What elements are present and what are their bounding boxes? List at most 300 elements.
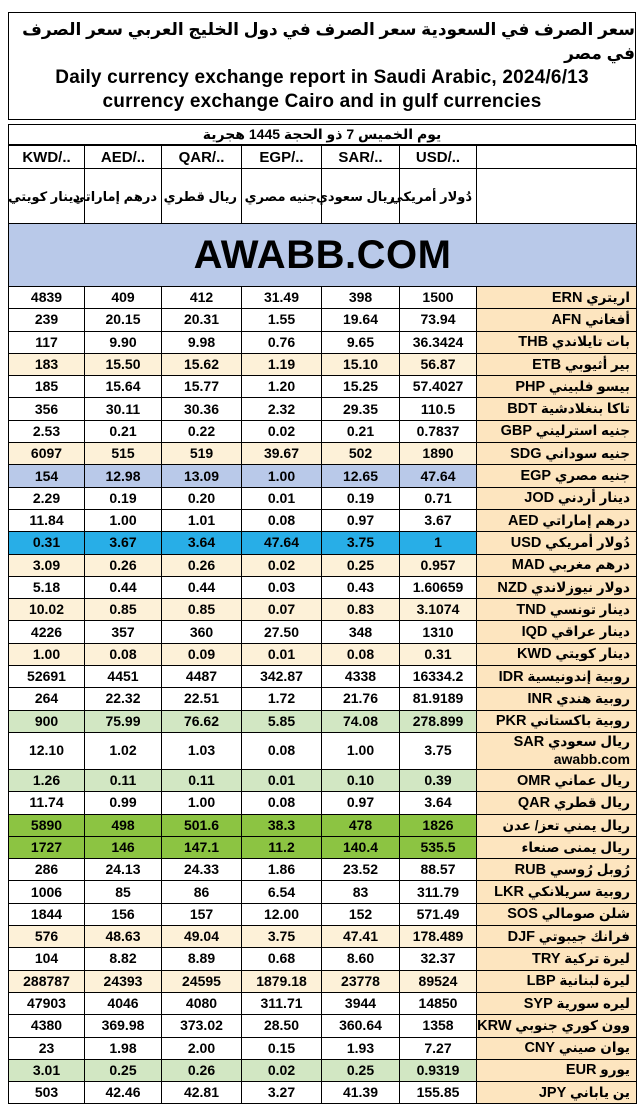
currency-name: [477, 554, 637, 576]
col-name-egp: جنيه مصري: [242, 169, 322, 224]
currency-name-ar: شلن صومالي: [541, 906, 630, 922]
currency-name-ar: رُوبل رُوسي: [549, 861, 630, 877]
col-code-egp: EGP/..: [242, 146, 322, 169]
rate-egp: 1.19: [242, 353, 322, 375]
col-name-usd: دُولار أمريكي: [400, 169, 477, 224]
rate-qar: 0.22: [162, 420, 242, 442]
rate-aed: 4451: [85, 666, 162, 688]
rate-egp: 1879.18: [242, 970, 322, 992]
rate-egp: 0.02: [242, 1059, 322, 1081]
col-code-blank: [477, 146, 637, 169]
currency-name: [477, 398, 637, 420]
rate-qar: 1.03: [162, 732, 242, 769]
currency-name: [477, 643, 637, 665]
rate-qar: 4080: [162, 992, 242, 1014]
rate-kwd: 2.29: [9, 487, 85, 509]
rate-qar: 15.62: [162, 353, 242, 375]
currency-code: KRW: [477, 1017, 512, 1034]
rate-usd: 3.1074: [400, 599, 477, 621]
rate-aed: 0.85: [85, 599, 162, 621]
rate-qar: 0.09: [162, 643, 242, 665]
rate-sar: 4338: [322, 666, 400, 688]
rate-sar: 41.39: [322, 1082, 400, 1104]
rate-aed: 0.99: [85, 792, 162, 814]
rate-aed: 146: [85, 836, 162, 858]
currency-row: [9, 309, 637, 331]
rate-sar: 47.41: [322, 926, 400, 948]
rate-kwd: 576: [9, 926, 85, 948]
currency-code: PHP: [515, 378, 546, 395]
rate-aed: 1.00: [85, 509, 162, 531]
rate-usd: 81.9189: [400, 688, 477, 710]
rate-egp: 5.85: [242, 710, 322, 732]
site-banner: AWABB.COM: [9, 224, 637, 287]
currency-name-ar: تاكا بنغلادشية: [540, 401, 630, 417]
currency-code: SYP: [523, 995, 553, 1012]
rate-qar: 3.64: [162, 532, 242, 554]
rate-sar: 29.35: [322, 398, 400, 420]
currency-row: [9, 970, 637, 992]
rate-kwd: 11.84: [9, 509, 85, 531]
currency-name: [477, 1059, 637, 1081]
rate-egp: 47.64: [242, 532, 322, 554]
currency-code: USD: [510, 534, 542, 551]
rate-usd: 0.31: [400, 643, 477, 665]
rate-aed: 0.21: [85, 420, 162, 442]
rate-aed: 0.19: [85, 487, 162, 509]
rate-qar: 42.81: [162, 1082, 242, 1104]
rate-usd: 1: [400, 532, 477, 554]
currency-name: [477, 353, 637, 375]
currency-row: [9, 532, 637, 554]
rate-kwd: 1844: [9, 903, 85, 925]
rate-usd: 16334.2: [400, 666, 477, 688]
rate-aed: 22.32: [85, 688, 162, 710]
rate-aed: 42.46: [85, 1082, 162, 1104]
rate-qar: 1.00: [162, 792, 242, 814]
currency-code: ETB: [532, 356, 562, 373]
rate-egp: 0.76: [242, 331, 322, 353]
currency-code: BDT: [507, 401, 538, 418]
currency-name-ar: دُولار أمريكي: [545, 534, 630, 550]
currency-name-ar: دينار أردني: [557, 490, 630, 506]
rate-qar: 9.98: [162, 331, 242, 353]
rate-kwd: 0.31: [9, 532, 85, 554]
rate-aed: 12.98: [85, 465, 162, 487]
rate-aed: 0.11: [85, 769, 162, 791]
currency-name-ar: فرانك جيبوتي: [538, 928, 630, 944]
rate-egp: 11.2: [242, 836, 322, 858]
currency-name-ar: دينار كويتي: [555, 646, 630, 662]
rate-sar: 15.25: [322, 376, 400, 398]
rate-qar: 30.36: [162, 398, 242, 420]
rate-usd: 3.64: [400, 792, 477, 814]
rate-kwd: 5890: [9, 814, 85, 836]
rate-sar: 152: [322, 903, 400, 925]
rate-aed: 1.02: [85, 732, 162, 769]
rate-usd: 7.27: [400, 1037, 477, 1059]
col-name-sar: ريال سعودي: [322, 169, 400, 224]
currency-code: NZD: [497, 579, 528, 596]
rate-egp: 2.32: [242, 398, 322, 420]
currency-name-ar: ليرة لبنانية: [559, 973, 630, 989]
rate-sar: 140.4: [322, 836, 400, 858]
currency-name-ar: اريتري: [586, 289, 630, 305]
rate-egp: 6.54: [242, 881, 322, 903]
rate-qar: 147.1: [162, 836, 242, 858]
rate-sar: 83: [322, 881, 400, 903]
currency-row: [9, 398, 637, 420]
rate-aed: 0.26: [85, 554, 162, 576]
rate-usd: 0.957: [400, 554, 477, 576]
rate-aed: 24.13: [85, 859, 162, 881]
rate-sar: 74.08: [322, 710, 400, 732]
rate-kwd: 1.00: [9, 643, 85, 665]
rate-sar: 23.52: [322, 859, 400, 881]
rate-egp: 38.3: [242, 814, 322, 836]
rate-sar: 1.93: [322, 1037, 400, 1059]
col-name-kwd: دينار كويتي: [9, 169, 85, 224]
rate-egp: 0.03: [242, 576, 322, 598]
rate-usd: 0.9319: [400, 1059, 477, 1081]
rate-egp: 311.71: [242, 992, 322, 1014]
currency-name: [477, 769, 637, 791]
rate-kwd: 356: [9, 398, 85, 420]
rate-kwd: 10.02: [9, 599, 85, 621]
col-code-usd: USD/..: [400, 146, 477, 169]
rate-kwd: 104: [9, 948, 85, 970]
rate-sar: 0.21: [322, 420, 400, 442]
currency-name-ar: بات تايلاندي: [551, 334, 630, 350]
rate-qar: 519: [162, 443, 242, 465]
currency-code: IDR: [498, 668, 524, 685]
currency-name-ar: روبية إندونيسية: [527, 668, 630, 684]
site-banner-row: [9, 224, 637, 287]
rate-usd: 1358: [400, 1015, 477, 1037]
rate-usd: 1500: [400, 287, 477, 309]
currency-name-ar: جنيه استرليني: [535, 423, 630, 439]
rate-sar: 0.25: [322, 1059, 400, 1081]
rate-kwd: 11.74: [9, 792, 85, 814]
currency-code: LBP: [526, 973, 556, 990]
rate-qar: 0.26: [162, 1059, 242, 1081]
rate-qar: 373.02: [162, 1015, 242, 1037]
currency-name: [477, 309, 637, 331]
rate-qar: 0.26: [162, 554, 242, 576]
currency-name-ar: ريال سعودي: [547, 734, 630, 750]
rate-sar: 0.08: [322, 643, 400, 665]
rate-sar: 478: [322, 814, 400, 836]
rate-kwd: 6097: [9, 443, 85, 465]
currency-code: EUR: [565, 1062, 597, 1079]
currency-row: [9, 487, 637, 509]
currency-row: [9, 599, 637, 621]
currency-name-ar: جنيه مصري: [554, 468, 630, 484]
currency-code: SAR: [513, 734, 545, 751]
col-name-blank: [477, 169, 637, 224]
rate-egp: 1.72: [242, 688, 322, 710]
rate-sar: 15.10: [322, 353, 400, 375]
rate-qar: 24595: [162, 970, 242, 992]
rate-aed: 85: [85, 881, 162, 903]
rate-usd: 88.57: [400, 859, 477, 881]
currency-row: [9, 926, 637, 948]
rate-kwd: 503: [9, 1082, 85, 1104]
currency-code: LKR: [494, 884, 524, 901]
currency-name: [477, 621, 637, 643]
currency-row: [9, 992, 637, 1014]
rate-qar: 0.20: [162, 487, 242, 509]
currency-row: [9, 554, 637, 576]
rate-aed: 409: [85, 287, 162, 309]
report-header: [8, 12, 636, 120]
currency-row: [9, 420, 637, 442]
currency-code: SOS: [507, 906, 538, 923]
rate-usd: 311.79: [400, 881, 477, 903]
rate-qar: 20.31: [162, 309, 242, 331]
currency-row: [9, 376, 637, 398]
rate-qar: 2.00: [162, 1037, 242, 1059]
rate-aed: 30.11: [85, 398, 162, 420]
currency-name-ar: وون كوري جنوبي: [515, 1017, 630, 1033]
rate-qar: 4487: [162, 666, 242, 688]
currency-name: [477, 420, 637, 442]
rate-sar: 8.60: [322, 948, 400, 970]
currency-name: [477, 1082, 637, 1104]
currency-row: [9, 836, 637, 858]
rate-aed: 357: [85, 621, 162, 643]
rate-qar: 86: [162, 881, 242, 903]
currency-code: TND: [516, 601, 547, 618]
rate-egp: 3.75: [242, 926, 322, 948]
rate-kwd: 1006: [9, 881, 85, 903]
rate-usd: 36.3424: [400, 331, 477, 353]
rate-sar: 0.97: [322, 509, 400, 531]
rate-kwd: 286: [9, 859, 85, 881]
rate-egp: 31.49: [242, 287, 322, 309]
currency-row: [9, 509, 637, 531]
currency-name: [477, 287, 637, 309]
currency-name: [477, 509, 637, 531]
currency-row: [9, 688, 637, 710]
currency-row: [9, 331, 637, 353]
currency-row: [9, 465, 637, 487]
rate-usd: 73.94: [400, 309, 477, 331]
currency-code: JPY: [538, 1084, 567, 1101]
currency-name: [477, 881, 637, 903]
rate-egp: 1.86: [242, 859, 322, 881]
rate-usd: 0.71: [400, 487, 477, 509]
rate-qar: 1.01: [162, 509, 242, 531]
rate-egp: 27.50: [242, 621, 322, 643]
rate-kwd: 900: [9, 710, 85, 732]
currency-row: [9, 859, 637, 881]
currency-name: [477, 1015, 637, 1037]
rate-egp: 0.01: [242, 487, 322, 509]
currency-name: [477, 732, 637, 769]
currency-name-ar: ريال عماني: [554, 772, 630, 788]
currency-row: [9, 792, 637, 814]
currency-name-ar: دينار عراقي: [551, 624, 630, 640]
rate-kwd: 23: [9, 1037, 85, 1059]
column-names-row: [9, 169, 637, 224]
currency-name-ar: ريال يمنى صنعاء: [521, 839, 630, 855]
rate-aed: 15.50: [85, 353, 162, 375]
currency-name: [477, 792, 637, 814]
currency-name: [477, 814, 637, 836]
rate-sar: 502: [322, 443, 400, 465]
rate-kwd: 2.53: [9, 420, 85, 442]
currency-code: EGP: [520, 468, 552, 485]
title-english-line2: currency exchange Cairo and in gulf currencies: [102, 91, 542, 112]
currency-name: [477, 859, 637, 881]
currency-code: IQD: [521, 624, 548, 641]
currency-name-ar: درهم إماراتي: [542, 512, 630, 528]
rate-kwd: 4226: [9, 621, 85, 643]
rate-usd: 3.75: [400, 732, 477, 769]
currency-name: [477, 487, 637, 509]
rate-aed: 15.64: [85, 376, 162, 398]
rate-qar: 0.11: [162, 769, 242, 791]
rate-aed: 24393: [85, 970, 162, 992]
currency-row: [9, 769, 637, 791]
rate-sar: 0.83: [322, 599, 400, 621]
currency-name: [477, 992, 637, 1014]
rate-egp: 0.08: [242, 509, 322, 531]
rate-egp: 0.07: [242, 599, 322, 621]
rate-qar: 76.62: [162, 710, 242, 732]
title-arabic: سعر الصرف في السعودية سعر الصرف في دول الخليج العربي سعر الصرف في مصر: [22, 20, 635, 63]
rate-egp: 0.02: [242, 554, 322, 576]
rate-usd: 571.49: [400, 903, 477, 925]
currency-code: GBP: [500, 423, 532, 440]
currency-name-ar: بيسو فلبيني: [548, 378, 630, 394]
currency-code: TRY: [532, 950, 561, 967]
col-name-aed: درهم إماراتي: [85, 169, 162, 224]
currency-code: INR: [527, 690, 553, 707]
rate-usd: 278.899: [400, 710, 477, 732]
currency-name: [477, 948, 637, 970]
rate-sar: 348: [322, 621, 400, 643]
currency-code: OMR: [516, 772, 551, 789]
currency-row: [9, 814, 637, 836]
rate-kwd: 1.26: [9, 769, 85, 791]
column-codes-row: [9, 146, 637, 169]
rate-sar: 3.75: [322, 532, 400, 554]
currency-name-ar: دينار تونسي: [549, 601, 630, 617]
rate-sar: 3944: [322, 992, 400, 1014]
rate-egp: 1.55: [242, 309, 322, 331]
rate-aed: 498: [85, 814, 162, 836]
rate-sar: 12.65: [322, 465, 400, 487]
rate-kwd: 239: [9, 309, 85, 331]
currency-code: AED: [508, 512, 539, 529]
rate-kwd: 1727: [9, 836, 85, 858]
rate-aed: 0.44: [85, 576, 162, 598]
rate-egp: 1.20: [242, 376, 322, 398]
rate-aed: 9.90: [85, 331, 162, 353]
rate-egp: 342.87: [242, 666, 322, 688]
currency-row: [9, 621, 637, 643]
currency-name: [477, 710, 637, 732]
rate-kwd: 5.18: [9, 576, 85, 598]
rate-sar: 398: [322, 287, 400, 309]
rate-kwd: 12.10: [9, 732, 85, 769]
rate-kwd: 47903: [9, 992, 85, 1014]
currency-name: [477, 836, 637, 858]
rate-kwd: 3.01: [9, 1059, 85, 1081]
rate-aed: 156: [85, 903, 162, 925]
rate-qar: 0.44: [162, 576, 242, 598]
rate-usd: 0.7837: [400, 420, 477, 442]
col-code-aed: AED/..: [85, 146, 162, 169]
rate-usd: 47.64: [400, 465, 477, 487]
currency-row: [9, 903, 637, 925]
rate-sar: 23778: [322, 970, 400, 992]
rate-egp: 39.67: [242, 443, 322, 465]
currency-name: [477, 576, 637, 598]
currency-name-ar: روبية هندي: [556, 690, 630, 706]
currency-name: [477, 532, 637, 554]
currency-name: [477, 903, 637, 925]
rate-usd: 32.37: [400, 948, 477, 970]
currency-name: [477, 443, 637, 465]
currency-name-ar: يوان صيني: [558, 1040, 630, 1056]
currency-name-ar: دولار نيوزلاندي: [530, 579, 630, 595]
rate-qar: 412: [162, 287, 242, 309]
rate-qar: 49.04: [162, 926, 242, 948]
title-english-line1: Daily currency exchange report in Saudi Arabic, 2024/6/13: [55, 67, 589, 88]
col-code-sar: SAR/..: [322, 146, 400, 169]
currency-name: [477, 376, 637, 398]
rate-sar: 0.19: [322, 487, 400, 509]
rate-qar: 13.09: [162, 465, 242, 487]
rate-qar: 0.85: [162, 599, 242, 621]
rate-kwd: 185: [9, 376, 85, 398]
currency-row: [9, 666, 637, 688]
rate-egp: 0.01: [242, 769, 322, 791]
rate-kwd: 288787: [9, 970, 85, 992]
rate-sar: 0.25: [322, 554, 400, 576]
rate-egp: 0.08: [242, 732, 322, 769]
currency-code: MAD: [511, 557, 545, 574]
rate-sar: 360.64: [322, 1015, 400, 1037]
currency-code: KWD: [516, 646, 552, 663]
rate-qar: 24.33: [162, 859, 242, 881]
currency-code: DJF: [507, 928, 536, 945]
currency-code: ERN: [551, 289, 583, 306]
currency-name-ar: جنيه سوداني: [545, 445, 630, 461]
currency-name-ar: يورو: [600, 1062, 630, 1078]
col-name-qar: ريال قطري: [162, 169, 242, 224]
currency-code: AFN: [551, 311, 582, 328]
rate-sar: 0.97: [322, 792, 400, 814]
currency-code: THB: [518, 334, 549, 351]
currency-name-ar: ليرة تركية: [564, 950, 630, 966]
rate-sar: 0.43: [322, 576, 400, 598]
rate-egp: 0.08: [242, 792, 322, 814]
rate-sar: 9.65: [322, 331, 400, 353]
currency-code: RUB: [514, 861, 547, 878]
currency-row: [9, 1037, 637, 1059]
rate-egp: 1.00: [242, 465, 322, 487]
rate-usd: 57.4027: [400, 376, 477, 398]
rate-usd: 178.489: [400, 926, 477, 948]
currency-name-ar: بير أثيوبي: [564, 356, 630, 372]
currency-name-ar: درهم مغربي: [548, 557, 630, 573]
currency-code: SDG: [510, 445, 542, 462]
rate-kwd: 264: [9, 688, 85, 710]
